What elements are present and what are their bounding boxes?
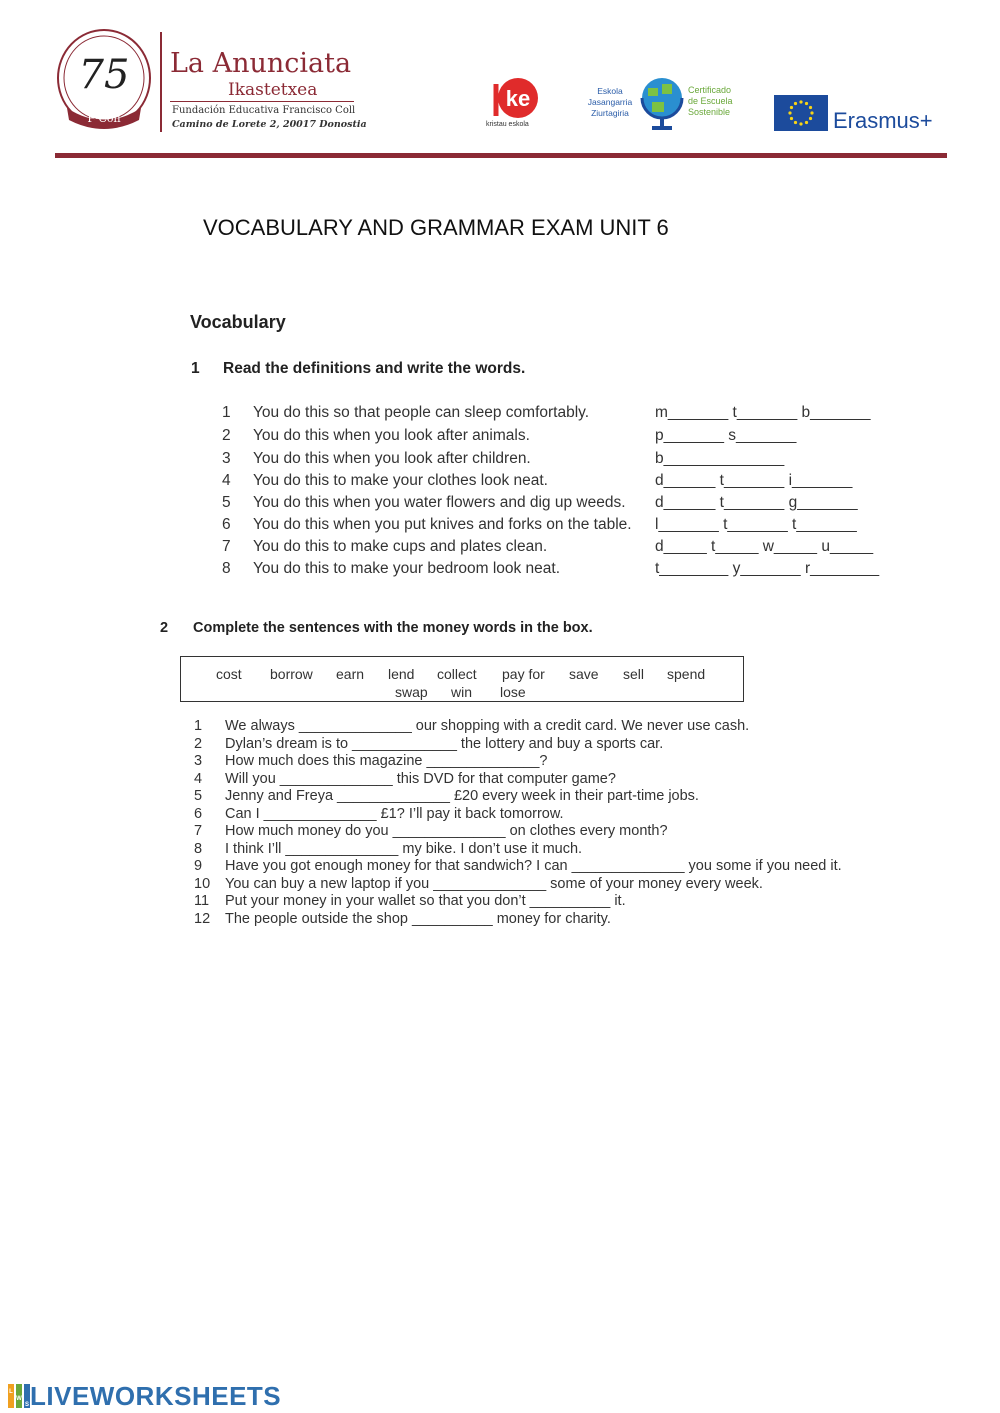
word-box-item: pay for [502,666,545,682]
definition-row [222,494,902,516]
exercise1-number: 1 [191,360,200,377]
word-box [180,656,744,702]
word-box-item: earn [336,666,365,682]
eu-star [788,111,791,114]
eu-star [809,106,812,109]
definition-number: 5 [222,494,231,511]
sentence-number: 8 [194,840,203,857]
seal-monogram: F·Coll [87,112,121,125]
header-rule [55,153,947,158]
exercise1-instruction: Read the definitions and write the words. [223,360,526,377]
ke-mark: ke [505,86,531,111]
word-box-item: sell [623,666,645,682]
answer-blank[interactable]: b______________ [655,450,785,467]
page-title: VOCABULARY AND GRAMMAR EXAM UNIT 6 [203,215,669,240]
eu-star [790,106,793,109]
exercise2-instruction: Complete the sentences with the money words in the box. [193,620,593,636]
sentence-text[interactable]: The people outside the shop __________ money for charity. [225,910,611,927]
sentence-number: 9 [194,858,203,874]
eu-star [805,102,808,105]
definition-number: 3 [222,450,231,467]
sentence-text[interactable]: Will you ______________ this DVD for that computer game? [225,770,616,787]
definition-text: You do this when you water flowers and dig up weeds. [253,494,626,511]
certificado-text: Certificado de Escuela Sostenible [688,85,733,117]
eu-star [809,117,812,120]
eu-star [805,121,808,124]
definition-number: 2 [222,427,231,444]
sentence-number: 11 [194,893,210,909]
word-box-item: swap [395,684,428,700]
word-box-item: lose [500,684,526,700]
answer-blank[interactable]: l_______ t_______ t_______ [655,516,857,533]
sentence-number: 10 [194,875,211,892]
sentence-text[interactable]: How much does this magazine ______________? [225,753,548,769]
sentence-text[interactable]: How much money do you ______________ on clothes every month? [225,823,668,839]
header-divider [160,32,162,132]
word-box-item: save [569,666,599,682]
definition-number: 7 [222,538,231,555]
definition-number: 4 [222,472,231,489]
word-box-item: borrow [270,666,313,682]
definition-number: 8 [222,560,231,577]
definition-row [222,516,902,538]
eskola-jasangarria-text: Eskola Jasangarria Ziurtagiria [587,86,633,118]
definition-number: 6 [222,516,231,533]
school-name-rule [170,101,354,102]
sentence-number: 12 [194,910,211,927]
sentence-number: 6 [194,805,203,822]
definition-number: 1 [222,404,231,421]
answer-blank[interactable]: t________ y_______ r________ [655,560,880,577]
sentence-number: 1 [194,718,203,734]
sentence-number: 4 [194,770,203,787]
sentence-text[interactable]: Dylan’s dream is to _____________ the lottery and buy a sports car. [225,735,664,752]
definition-text: You do this when you put knives and forks on the table. [253,516,632,533]
definition-text: You do this when you look after children. [253,450,531,467]
sentence-text[interactable]: Put your money in your wallet so that you don’t __________ it. [225,893,626,909]
eu-star [794,121,797,124]
definition-row [222,538,902,560]
sentence-number: 2 [194,735,203,752]
definition-text: You do this when you look after animals. [253,427,530,444]
sentence-text[interactable]: I think I’ll ______________ my bike. I don’t use it much. [225,840,583,857]
eu-star [799,122,802,125]
sentence-text[interactable]: Have you got enough money for that sandwich? I can ______________ you some if you need it. [225,858,842,874]
eu-flag-icon [774,95,828,131]
sentence-text[interactable]: Jenny and Freya ______________ £20 every week in their part-time jobs. [225,788,699,804]
svg-text:W: W [16,1396,22,1402]
sentence-number: 7 [194,823,203,839]
word-box-item: cost [216,666,242,682]
school-address: Camino de Lorete 2, 20017 Donostia [172,119,367,130]
word-box-item: win [451,684,473,700]
sentence-text[interactable]: We always ______________ our shopping with a credit card. We never use cash. [225,718,750,734]
ke-caption: kristau eskola [486,121,529,128]
answer-blank[interactable]: d______ t_______ g_______ [655,494,858,511]
globe-puzzle-icon [638,74,688,136]
definition-row [222,427,902,449]
answer-blank[interactable]: m_______ t_______ b_______ [655,404,871,421]
school-subtitle: Ikastetxea [228,80,318,100]
erasmus-label: Erasmus+ [833,108,933,133]
definition-text: You do this so that people can sleep comfortably. [253,404,590,421]
sentence-number: 3 [194,753,203,769]
svg-text:S: S [24,1402,30,1408]
definition-row [222,560,902,582]
school-seal-logo [55,28,153,132]
eu-star [799,100,802,103]
sentence-number: 5 [194,788,203,804]
answer-blank[interactable]: p_______ s_______ [655,427,797,444]
word-box-item: collect [437,666,477,682]
svg-text:L: L [9,1389,13,1395]
word-box-item: spend [667,666,706,682]
definition-row [222,404,902,426]
school-name: La Anunciata [170,48,352,79]
sentence-text[interactable]: Can I ______________ £1? I’ll pay it back tomorrow. [225,805,564,822]
definition-row [222,450,902,472]
eu-star [790,117,793,120]
definition-text: You do this to make your bedroom look neat. [253,560,561,577]
exercise2-number: 2 [160,620,169,636]
eu-star [810,111,813,114]
seal-number: 75 [78,52,130,98]
liveworksheets-icon [8,1384,30,1408]
definition-text: You do this to make your clothes look neat. [253,472,548,489]
answer-blank[interactable]: d______ t_______ i_______ [655,472,853,489]
sentence-text[interactable]: You can buy a new laptop if you ______________ some of your money every week. [225,875,763,892]
liveworksheets-brand[interactable]: LIVEWORKSHEETS [30,1381,282,1411]
eu-star [794,102,797,105]
section-heading: Vocabulary [190,312,286,332]
word-box-item: lend [388,666,415,682]
answer-blank[interactable]: d_____ t_____ w_____ u_____ [655,538,874,555]
school-foundation: Fundación Educativa Francisco Coll [172,105,356,116]
definition-text: You do this to make cups and plates clean. [253,538,548,555]
definition-row [222,472,902,494]
